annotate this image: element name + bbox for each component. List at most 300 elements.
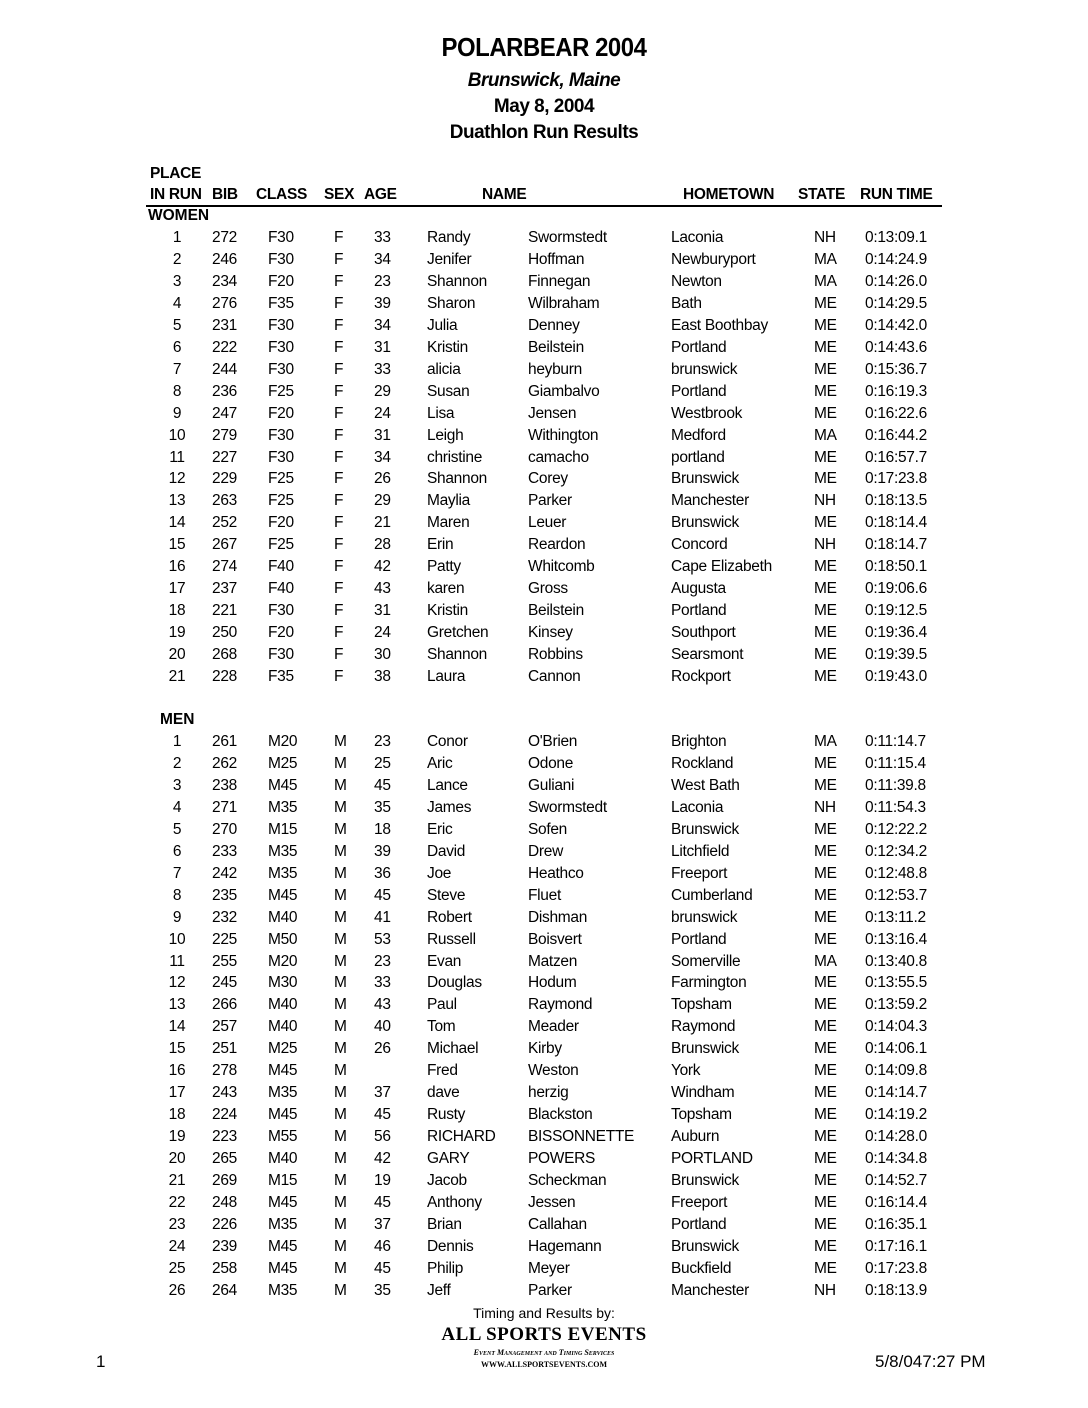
first-name-cell: dave	[427, 1084, 460, 1102]
class-cell: M40	[268, 1150, 298, 1168]
state-cell: ME	[814, 1150, 837, 1168]
run-time-cell: 0:17:16.1	[865, 1237, 927, 1255]
run-time-cell: 0:11:54.3	[865, 798, 926, 816]
sex-cell: M	[334, 1172, 347, 1189]
place-cell: 18	[168, 1106, 186, 1124]
first-name-cell: Randy	[427, 229, 471, 246]
place-cell: 12	[168, 974, 186, 992]
first-name-cell: Eric	[427, 820, 453, 838]
place-cell: 15	[168, 536, 186, 554]
class-cell: F30	[268, 448, 294, 466]
age-cell: 24	[374, 404, 391, 422]
class-cell: M35	[268, 1215, 298, 1233]
bib-cell: 274	[212, 558, 237, 576]
sex-cell: F	[334, 404, 344, 422]
bib-cell: 265	[212, 1150, 237, 1168]
state-cell: ME	[814, 558, 837, 576]
bib-cell: 233	[212, 842, 237, 860]
place-cell: 6	[172, 338, 182, 356]
class-cell: M15	[268, 1172, 298, 1189]
age-cell: 37	[374, 1084, 391, 1102]
last-name-cell: Hodum	[528, 974, 577, 992]
place-cell: 3	[172, 776, 182, 794]
sex-cell: F	[334, 558, 344, 576]
bib-cell: 264	[212, 1281, 237, 1299]
run-time-cell: 0:16:35.1	[865, 1215, 927, 1233]
age-cell: 45	[374, 886, 391, 904]
hometown-cell: Topsham	[671, 1106, 732, 1124]
last-name-cell: Parker	[528, 1281, 572, 1299]
last-name-cell: Kinsey	[528, 624, 573, 642]
place-cell: 13	[168, 492, 186, 510]
first-name-cell: RICHARD	[427, 1128, 496, 1146]
hometown-cell: PORTLAND	[671, 1150, 753, 1168]
bib-cell: 255	[212, 952, 237, 970]
col-header-in-run: IN RUN	[150, 186, 202, 203]
first-name-cell: Russell	[427, 930, 476, 948]
age-cell: 40	[374, 1018, 391, 1036]
class-cell: M35	[268, 1084, 298, 1102]
state-cell: ME	[814, 864, 837, 882]
run-time-cell: 0:14:26.0	[865, 272, 927, 290]
bib-cell: 228	[212, 668, 237, 685]
sex-cell: F	[334, 426, 344, 444]
place-cell: 18	[168, 602, 186, 620]
run-time-cell: 0:12:34.2	[865, 842, 927, 860]
first-name-cell: David	[427, 842, 466, 860]
age-cell: 43	[374, 580, 391, 598]
run-time-cell: 0:14:19.2	[865, 1106, 927, 1124]
class-cell: F20	[268, 514, 294, 532]
page-number: 1	[96, 1352, 106, 1371]
age-cell: 33	[374, 974, 391, 992]
last-name-cell: Parker	[528, 492, 572, 510]
class-cell: F35	[268, 294, 294, 312]
last-name-cell: Reardon	[528, 536, 586, 554]
age-cell: 35	[374, 1281, 391, 1299]
last-name-cell: Denney	[528, 316, 580, 334]
bib-cell: 236	[212, 382, 237, 400]
first-name-cell: Brian	[427, 1215, 462, 1233]
run-time-cell: 0:13:09.1	[865, 229, 927, 246]
run-time-cell: 0:18:50.1	[865, 558, 927, 576]
place-cell: 9	[172, 404, 182, 422]
last-name-cell: Beilstein	[528, 338, 584, 356]
first-name-cell: Kristin	[427, 338, 468, 356]
last-name-cell: Callahan	[528, 1215, 587, 1233]
class-cell: F30	[268, 360, 294, 378]
hometown-cell: Portland	[671, 1215, 727, 1233]
sex-cell: M	[334, 1215, 347, 1233]
place-cell: 17	[168, 580, 186, 598]
sex-cell: M	[334, 1193, 347, 1211]
last-name-cell: Robbins	[528, 646, 583, 664]
timing-credit: Timing and Results by:	[473, 1305, 615, 1321]
sex-cell: M	[334, 1259, 347, 1277]
state-cell: ME	[814, 316, 837, 334]
last-name-cell: Hoffman	[528, 250, 585, 268]
place-cell: 1	[172, 733, 182, 750]
sex-cell: F	[334, 624, 344, 642]
bib-cell: 226	[212, 1215, 237, 1233]
sex-cell: F	[334, 229, 344, 246]
first-name-cell: Anthony	[427, 1193, 482, 1211]
section-label: MEN	[160, 711, 195, 728]
place-cell: 11	[169, 448, 185, 466]
bib-cell: 248	[212, 1193, 237, 1211]
run-time-cell: 0:13:55.5	[865, 974, 927, 992]
sex-cell: M	[334, 1084, 347, 1102]
hometown-cell: Auburn	[671, 1128, 720, 1146]
bib-cell: 225	[212, 930, 237, 948]
class-cell: F20	[268, 272, 294, 290]
class-cell: M20	[268, 733, 298, 750]
place-cell: 14	[168, 514, 186, 532]
first-name-cell: Lisa	[427, 404, 455, 422]
sex-cell: F	[334, 360, 344, 378]
run-time-cell: 0:11:39.8	[865, 776, 926, 794]
sex-cell: M	[334, 996, 347, 1014]
bib-cell: 262	[212, 754, 237, 772]
place-cell: 14	[168, 1018, 186, 1036]
hometown-cell: Topsham	[671, 996, 732, 1014]
first-name-cell: Maren	[427, 514, 470, 532]
hometown-cell: Manchester	[671, 492, 749, 510]
state-cell: MA	[814, 952, 837, 970]
first-name-cell: Jenifer	[427, 250, 472, 268]
class-cell: F30	[268, 316, 294, 334]
sex-cell: M	[334, 886, 347, 904]
first-name-cell: James	[427, 798, 472, 816]
bib-cell: 231	[212, 316, 237, 334]
last-name-cell: Swormstedt	[528, 798, 607, 816]
age-cell: 45	[374, 1106, 391, 1124]
state-cell: NH	[814, 492, 836, 510]
last-name-cell: Odone	[528, 754, 574, 772]
first-name-cell: Douglas	[427, 974, 482, 992]
first-name-cell: Shannon	[427, 470, 487, 488]
hometown-cell: Brunswick	[671, 514, 739, 532]
place-cell: 6	[172, 842, 182, 860]
age-cell: 25	[374, 754, 391, 772]
hometown-cell: York	[671, 1062, 701, 1080]
last-name-cell: POWERS	[528, 1150, 596, 1168]
bib-cell: 266	[212, 996, 237, 1014]
col-header-state: STATE	[798, 186, 846, 203]
state-cell: ME	[814, 996, 837, 1014]
first-name-cell: Leigh	[427, 426, 464, 444]
last-name-cell: Corey	[528, 470, 568, 488]
state-cell: ME	[814, 974, 837, 992]
first-name-cell: Joe	[427, 864, 452, 882]
state-cell: NH	[814, 536, 836, 554]
run-time-cell: 0:16:22.6	[865, 404, 927, 422]
run-time-cell: 0:14:04.3	[865, 1018, 927, 1036]
hometown-cell: Windham	[671, 1084, 735, 1102]
first-name-cell: Dennis	[427, 1237, 474, 1255]
run-time-cell: 0:19:12.5	[865, 602, 927, 620]
state-cell: ME	[814, 448, 837, 466]
hometown-cell: brunswick	[671, 360, 738, 378]
class-cell: M35	[268, 1281, 298, 1299]
sex-cell: M	[334, 820, 347, 838]
age-cell: 31	[374, 338, 391, 356]
last-name-cell: Beilstein	[528, 602, 584, 620]
last-name-cell: Swormstedt	[528, 229, 607, 246]
first-name-cell: Steve	[427, 886, 466, 904]
section-label: WOMEN	[148, 207, 210, 224]
class-cell: M40	[268, 996, 298, 1014]
age-cell: 42	[374, 1150, 391, 1168]
age-cell: 53	[374, 930, 391, 948]
place-cell: 16	[168, 558, 186, 576]
class-cell: M45	[268, 886, 298, 904]
first-name-cell: Maylia	[427, 492, 470, 510]
first-name-cell: Fred	[427, 1062, 458, 1080]
last-name-cell: Guliani	[528, 776, 575, 794]
first-name-cell: Michael	[427, 1040, 479, 1058]
class-cell: M55	[268, 1128, 298, 1146]
hometown-cell: Somerville	[671, 952, 741, 970]
last-name-cell: Giambalvo	[528, 382, 600, 400]
sex-cell: M	[334, 1150, 347, 1168]
run-time-cell: 0:18:14.4	[865, 514, 927, 532]
state-cell: ME	[814, 1172, 837, 1189]
last-name-cell: Finnegan	[528, 272, 591, 290]
last-name-cell: Jensen	[528, 404, 577, 422]
last-name-cell: Hagemann	[528, 1237, 602, 1255]
class-cell: F20	[268, 624, 294, 642]
hometown-cell: Rockland	[671, 754, 734, 772]
run-time-cell: 0:16:44.2	[865, 426, 927, 444]
first-name-cell: Aric	[427, 754, 453, 772]
run-time-cell: 0:19:39.5	[865, 646, 927, 664]
sex-cell: M	[334, 1018, 347, 1036]
sex-cell: M	[334, 733, 347, 750]
first-name-cell: christine	[427, 448, 483, 466]
age-cell: 34	[374, 250, 391, 268]
run-time-cell: 0:19:06.6	[865, 580, 927, 598]
hometown-cell: Medford	[671, 426, 726, 444]
bib-cell: 232	[212, 908, 237, 926]
sex-cell: F	[334, 250, 344, 268]
first-name-cell: Sharon	[427, 294, 476, 312]
age-cell: 31	[374, 426, 391, 444]
run-time-cell: 0:16:19.3	[865, 382, 927, 400]
state-cell: NH	[814, 229, 836, 246]
bib-cell: 229	[212, 470, 237, 488]
place-cell: 12	[168, 470, 186, 488]
hometown-cell: Portland	[671, 382, 727, 400]
sex-cell: F	[334, 470, 344, 488]
hometown-cell: Cape Elizabeth	[671, 558, 772, 576]
age-cell: 33	[374, 229, 391, 246]
run-time-cell: 0:14:52.7	[865, 1172, 927, 1189]
age-cell: 28	[374, 536, 391, 554]
class-cell: M45	[268, 776, 298, 794]
hometown-cell: Southport	[671, 624, 736, 642]
age-cell: 42	[374, 558, 391, 576]
place-cell: 2	[172, 754, 182, 772]
state-cell: ME	[814, 886, 837, 904]
class-cell: M45	[268, 1106, 298, 1124]
last-name-cell: Fluet	[528, 886, 561, 904]
last-name-cell: Jessen	[528, 1193, 576, 1211]
age-cell: 19	[374, 1172, 391, 1189]
hometown-cell: Litchfield	[671, 842, 730, 860]
state-cell: ME	[814, 1215, 837, 1233]
last-name-cell: Leuer	[528, 514, 567, 532]
class-cell: F20	[268, 404, 294, 422]
hometown-cell: Newton	[671, 272, 722, 290]
place-cell: 19	[168, 1128, 186, 1146]
state-cell: ME	[814, 404, 837, 422]
hometown-cell: Brunswick	[671, 470, 739, 488]
bib-cell: 245	[212, 974, 237, 992]
sex-cell: M	[334, 754, 347, 772]
age-cell: 45	[374, 1193, 391, 1211]
place-cell: 10	[168, 930, 186, 948]
place-cell: 4	[172, 294, 182, 312]
sex-cell: M	[334, 930, 347, 948]
hometown-cell: Portland	[671, 338, 727, 356]
class-cell: M50	[268, 930, 298, 948]
class-cell: F30	[268, 250, 294, 268]
age-cell: 29	[374, 492, 391, 510]
sex-cell: M	[334, 1281, 347, 1299]
place-cell: 15	[168, 1040, 186, 1058]
bib-cell: 244	[212, 360, 237, 378]
sex-cell: M	[334, 1237, 347, 1255]
age-cell: 56	[374, 1128, 391, 1146]
state-cell: ME	[814, 624, 837, 642]
hometown-cell: Brunswick	[671, 1040, 739, 1058]
state-cell: ME	[814, 360, 837, 378]
bib-cell: 224	[212, 1106, 237, 1124]
bib-cell: 278	[212, 1062, 237, 1080]
hometown-cell: Freeport	[671, 864, 728, 882]
state-cell: ME	[814, 930, 837, 948]
run-time-cell: 0:13:59.2	[865, 996, 927, 1014]
age-cell: 37	[374, 1215, 391, 1233]
bib-cell: 252	[212, 514, 237, 532]
place-cell: 3	[172, 272, 182, 290]
age-cell: 26	[374, 1040, 391, 1058]
state-cell: MA	[814, 426, 837, 444]
sex-cell: F	[334, 382, 344, 400]
hometown-cell: East Boothbay	[671, 316, 768, 334]
col-header-run-time: RUN TIME	[860, 186, 933, 203]
age-cell: 29	[374, 382, 391, 400]
run-time-cell: 0:13:40.8	[865, 952, 927, 970]
first-name-cell: Conor	[427, 733, 468, 750]
last-name-cell: herzig	[528, 1084, 569, 1102]
bib-cell: 223	[212, 1128, 237, 1146]
age-cell: 31	[374, 602, 391, 620]
state-cell: ME	[814, 1106, 837, 1124]
sex-cell: F	[334, 580, 344, 598]
age-cell: 39	[374, 294, 391, 312]
hometown-cell: Brunswick	[671, 820, 739, 838]
last-name-cell: Meader	[528, 1018, 579, 1036]
bib-cell: 257	[212, 1018, 237, 1036]
place-cell: 26	[168, 1281, 186, 1299]
hometown-cell: portland	[671, 448, 725, 466]
last-name-cell: Withington	[528, 426, 599, 444]
run-time-cell: 0:14:29.5	[865, 294, 927, 312]
bib-cell: 234	[212, 272, 237, 290]
col-header-class: CLASS	[256, 186, 308, 203]
age-cell: 23	[374, 272, 391, 290]
first-name-cell: Rusty	[427, 1106, 466, 1124]
sex-cell: M	[334, 1106, 347, 1124]
class-cell: F30	[268, 646, 294, 664]
class-cell: M40	[268, 1018, 298, 1036]
sex-cell: F	[334, 668, 344, 685]
place-cell: 20	[168, 1150, 186, 1168]
state-cell: ME	[814, 1040, 837, 1058]
bib-cell: 271	[212, 798, 237, 816]
sex-cell: M	[334, 842, 347, 860]
place-cell: 5	[172, 820, 182, 838]
last-name-cell: Meyer	[528, 1259, 570, 1277]
bib-cell: 239	[212, 1237, 237, 1255]
last-name-cell: heyburn	[528, 360, 582, 378]
last-name-cell: Dishman	[528, 908, 588, 926]
run-time-cell: 0:15:36.7	[865, 360, 927, 378]
run-time-cell: 0:19:36.4	[865, 624, 927, 642]
state-cell: ME	[814, 1128, 837, 1146]
run-time-cell: 0:13:11.2	[865, 908, 926, 926]
hometown-cell: Raymond	[671, 1018, 736, 1036]
bib-cell: 276	[212, 294, 237, 312]
state-cell: ME	[814, 820, 837, 838]
place-cell: 1	[172, 229, 182, 246]
place-cell: 11	[169, 952, 185, 970]
event-location: Brunswick, Maine	[467, 70, 621, 91]
class-cell: F40	[268, 580, 294, 598]
age-cell: 24	[374, 624, 391, 642]
place-cell: 2	[172, 250, 182, 268]
state-cell: MA	[814, 733, 837, 750]
class-cell: M45	[268, 1062, 298, 1080]
class-cell: M45	[268, 1259, 298, 1277]
place-cell: 16	[168, 1062, 186, 1080]
state-cell: ME	[814, 514, 837, 532]
class-cell: M35	[268, 798, 298, 816]
sex-cell: M	[334, 974, 347, 992]
hometown-cell: Concord	[671, 536, 728, 554]
run-time-cell: 0:12:48.8	[865, 864, 927, 882]
state-cell: ME	[814, 908, 837, 926]
class-cell: F30	[268, 338, 294, 356]
class-cell: M35	[268, 864, 298, 882]
sponsor-url: WWW.ALLSPORTSEVENTS.COM	[480, 1360, 608, 1369]
first-name-cell: Patty	[427, 558, 461, 576]
bib-cell: 247	[212, 404, 237, 422]
age-cell: 21	[374, 514, 391, 532]
last-name-cell: Heathco	[528, 864, 584, 882]
sex-cell: M	[334, 952, 347, 970]
run-time-cell: 0:13:16.4	[865, 930, 927, 948]
state-cell: ME	[814, 1018, 837, 1036]
results-subtitle: Duathlon Run Results	[449, 122, 639, 143]
first-name-cell: Paul	[427, 996, 457, 1014]
place-cell: 21	[168, 1172, 186, 1189]
last-name-cell: Gross	[528, 580, 568, 598]
first-name-cell: Lance	[427, 776, 468, 794]
hometown-cell: Manchester	[671, 1281, 749, 1299]
